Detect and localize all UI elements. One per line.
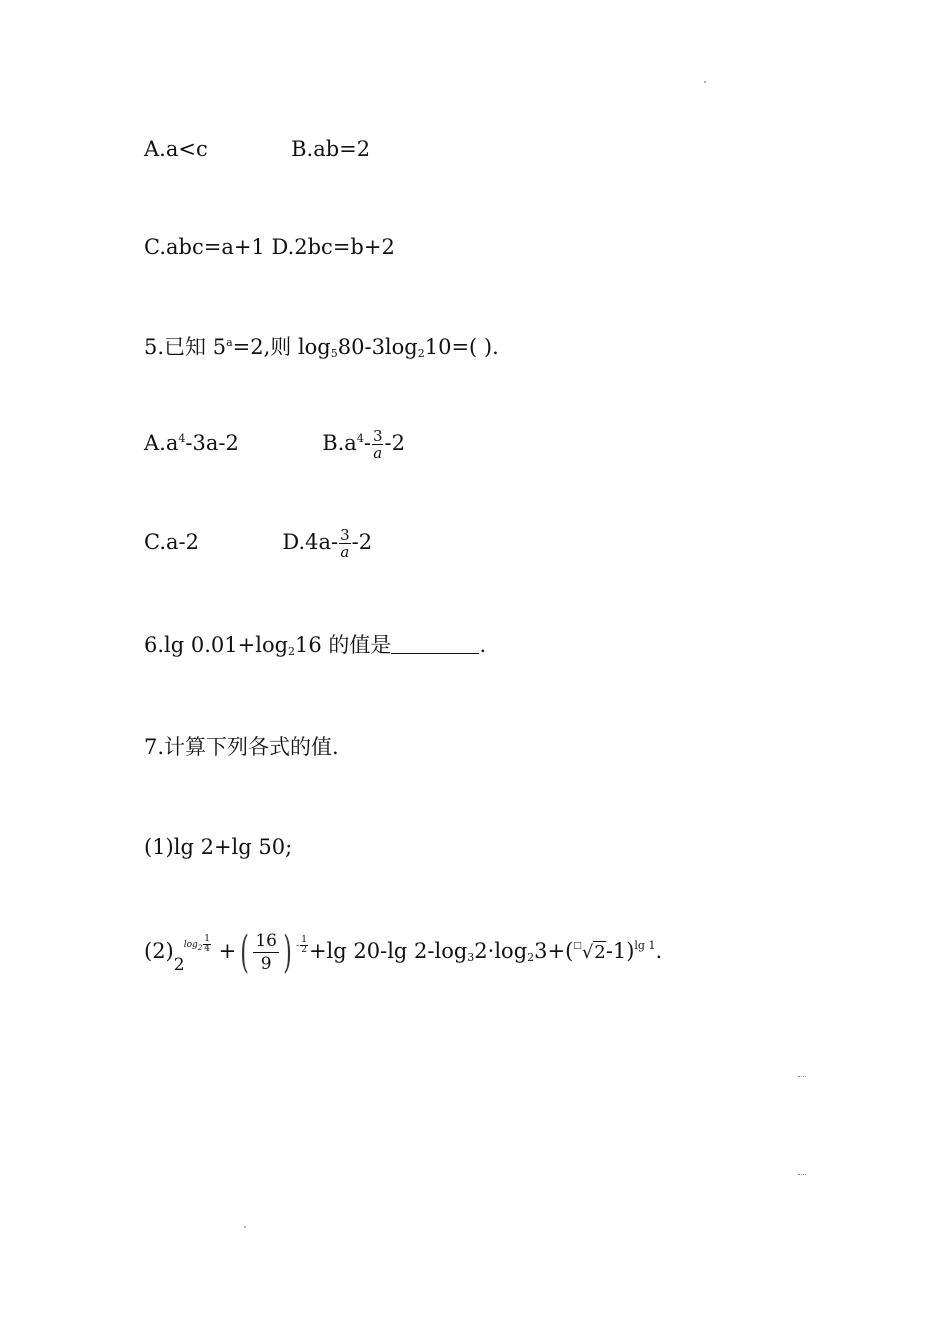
scan-artifact: [244, 1226, 246, 1228]
q5-stem: 5.已知 $5^a=2$,则 $\log_580-3\log_210=$( ).: [144, 335, 499, 360]
fraction-16-9: $\frac{16}{9}$: [255, 931, 277, 974]
scan-artifact: [798, 1174, 806, 1177]
cube-root: □√2: [573, 941, 606, 963]
q4-option-d: D.2bc=b+2: [271, 235, 395, 259]
q5-option-b: $B.a^4-$ $\frac{3}{a}$ -2: [322, 427, 405, 462]
left-paren: (: [240, 926, 250, 978]
scan-artifact: [704, 81, 706, 83]
q5-option-a: $A.a^4-3a-2$: [144, 431, 239, 455]
q4-options-row-2: [144, 233, 395, 261]
power-expression: 2 $\log_2$ $\frac{1}{4}$: [173, 934, 211, 975]
answer-blank: [391, 635, 479, 654]
right-paren: ): [283, 926, 292, 978]
q4-option-b: B.ab=2: [291, 137, 371, 161]
q4-option-c: C.abc=a+1: [144, 235, 265, 259]
q7-part-2: (2)2 $\log_2$ $\frac{1}{4}$ +( $\frac{16}{9}$ ) - $\frac{1}{2}$ +lg 20-lg $2-\log_32\cdot\log_23+(^□√2-1)^{lg 1}$.: [144, 930, 662, 981]
scan-artifact: [798, 1076, 806, 1079]
exponent-neg-half: - $\frac{1}{2}$: [296, 935, 307, 955]
fraction: $\frac{3}{a}$: [372, 427, 383, 462]
q5-options-row-2: [144, 527, 372, 560]
q6-stem: 6.lg $0.01+\log_216$ 的值是 .: [144, 633, 487, 658]
q5-option-d: D.4a- $\frac{3}{a}$ -2: [282, 526, 373, 561]
q5-options-row-1: [144, 428, 405, 461]
fraction: $\frac{3}{a}$: [340, 526, 350, 561]
q4-option-a: A.a<c: [144, 137, 208, 161]
q7-title: 7.计算下列各式的值.: [144, 735, 339, 759]
q4-options-row-1: [144, 135, 370, 163]
q5-option-c: C.a-2: [144, 530, 199, 554]
q7-part-1: (1)lg 2+lg 50;: [144, 835, 293, 859]
